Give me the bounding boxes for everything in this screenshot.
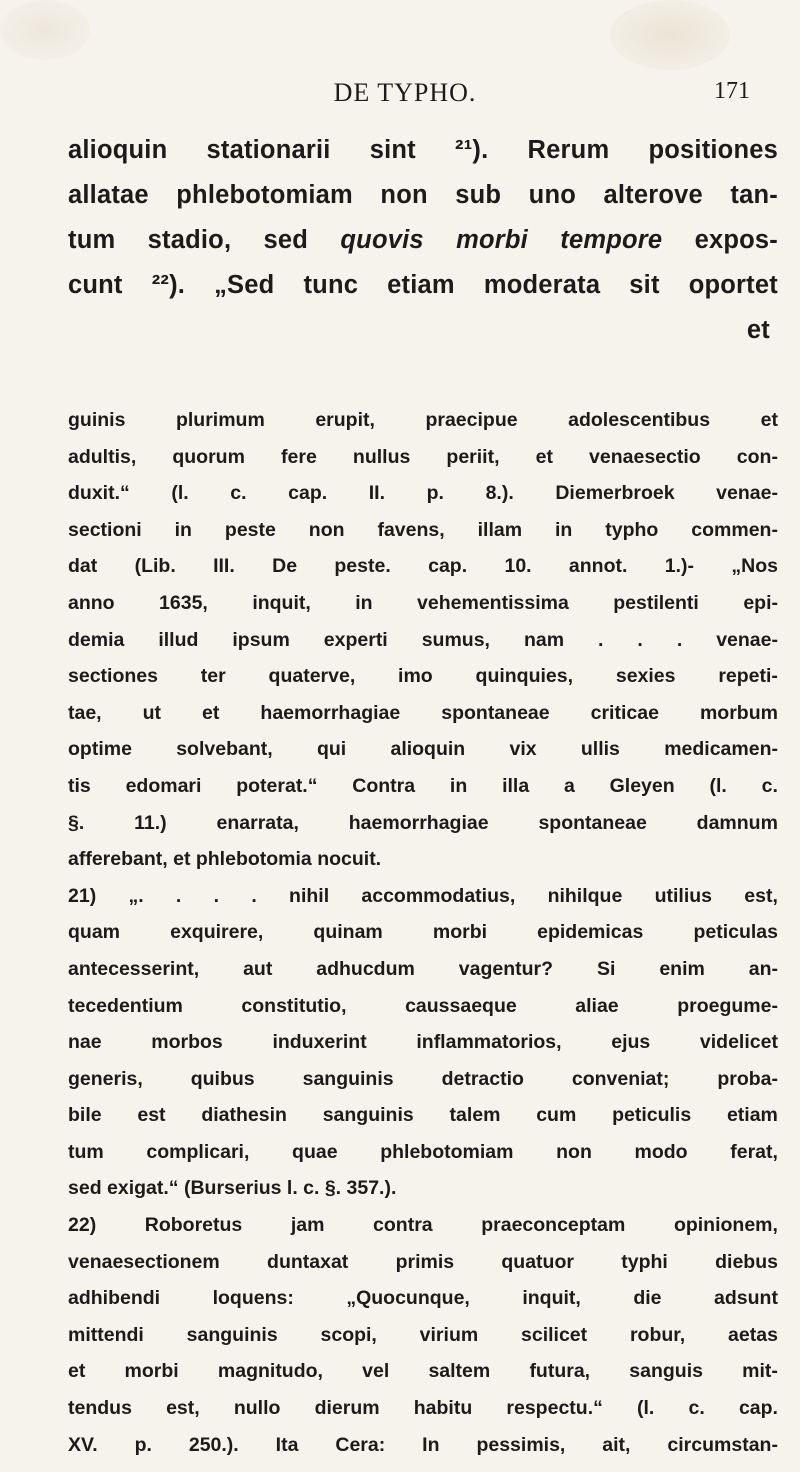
footnote-word: peste. (334, 555, 391, 578)
footnote-word: sumus, (421, 628, 490, 651)
footnote-word: . (213, 884, 220, 907)
main-text-block (68, 128, 778, 353)
footnote-word: 8.). (485, 482, 514, 505)
footnote-word: (l. (637, 1397, 655, 1420)
footnote-word: epidemicas (537, 921, 644, 944)
footnote-word: praeconceptam (481, 1214, 626, 1237)
footnote-word: Si (596, 957, 616, 980)
footnote-word: nullus (352, 445, 411, 468)
page-number: 171 (714, 78, 750, 104)
footnote-word: spontaneae (441, 701, 550, 724)
footnote-word: quaterve, (268, 665, 356, 688)
footnote-word: est (137, 1104, 166, 1127)
footnote-line (68, 1390, 778, 1427)
footnote-word: detractio (441, 1067, 524, 1090)
footnote-word: typho (605, 518, 659, 541)
footnote-line (68, 1353, 778, 1390)
footnote-word: sectiones (68, 665, 158, 688)
footnote-word: adolescentibus (568, 409, 711, 431)
footnote-word: favens, (377, 518, 445, 541)
footnote-word: et (68, 1360, 86, 1383)
footnote-word: spontaneae (538, 811, 647, 834)
footnote-word: Ita (275, 1433, 299, 1456)
footnote-word: Diemerbroek (555, 482, 675, 505)
footnote-word: commen- (691, 518, 778, 541)
footnote-word: haemorrhagiae (348, 811, 489, 834)
footnote-word: Roboretus (144, 1214, 243, 1237)
footnote-word: (l. (171, 482, 189, 505)
footnote-word: morbos (151, 1031, 223, 1054)
footnote-line (68, 658, 778, 695)
footnote-word: sanguis (629, 1360, 703, 1383)
footnote-word: 10. (504, 555, 532, 578)
footnote-word: pestilenti (613, 591, 699, 614)
footnote-word: XV. (68, 1433, 98, 1456)
footnote-line (68, 439, 778, 476)
footnote-word: videlicet (699, 1031, 778, 1054)
footnote-word: illam (477, 518, 523, 541)
footnote-word: guinis (68, 409, 126, 431)
footnote-word: 21) (68, 884, 97, 907)
main-text-line: alioquin stationarii sint ²¹). Rerum positiones (68, 136, 778, 164)
footnote-line (68, 1061, 778, 1098)
footnote-word: inquit, (252, 591, 311, 614)
footnote-word: nihil (289, 884, 330, 907)
footnote-word: haemorrhagiae (260, 701, 401, 724)
footnote-word: die (633, 1287, 662, 1310)
footnote-word: 22) (68, 1214, 97, 1237)
footnote-word: sanguinis (302, 1067, 394, 1090)
footnote-word: venaesectionem (68, 1250, 220, 1273)
footnote-word: in (449, 774, 468, 797)
footnote-word: circumstan- (667, 1433, 778, 1456)
footnote-word: 1635, (159, 591, 208, 614)
footnote-word: (Lib. (134, 555, 176, 578)
footnote-word: aliae (575, 994, 619, 1017)
footnote-line (68, 1427, 778, 1464)
footnote-word: adultis, (68, 445, 137, 468)
footnote-word: repeti- (718, 665, 778, 688)
footnote-word: c. (761, 774, 778, 797)
footnote-word: . (251, 884, 257, 907)
footnote-line (68, 1024, 778, 1061)
footnote-word: quinquies, (475, 665, 574, 688)
footnote-word: exquirere, (170, 921, 264, 944)
footnote-word: dierum (314, 1397, 380, 1420)
footnote-word: con- (736, 445, 778, 468)
footnote-word: venae- (716, 482, 778, 505)
footnote-line (68, 695, 778, 732)
footnote-word: cap. (738, 1397, 778, 1420)
footnote-word: anno (68, 591, 115, 614)
footnote-word: in (174, 518, 192, 541)
footnote-word: accommodatius, (361, 884, 516, 907)
footnote-word: sectioni (68, 518, 142, 541)
footnote-line (68, 1207, 778, 1244)
footnote-word: vix (509, 738, 537, 761)
footnote-word: vehementissima (417, 591, 569, 614)
footnote-word: periit, (446, 445, 500, 468)
footnote-word: futura, (529, 1360, 591, 1383)
footnote-word: complicari, (146, 1140, 250, 1163)
footnote-word: enim (659, 957, 705, 980)
footnote-word: a (563, 774, 575, 797)
footnote-word: sanguinis (322, 1104, 414, 1127)
footnote-word: habitu (413, 1397, 473, 1420)
footnote-word: enarrata, (216, 811, 299, 834)
footnote-word: In (422, 1433, 440, 1456)
footnote-word: quibus (190, 1067, 255, 1090)
footnote-word: §. (68, 811, 85, 834)
footnote-line (68, 768, 778, 805)
footnote-word: III. (213, 555, 235, 578)
footnote-line (68, 475, 778, 512)
footnote-word: solvebant, (176, 738, 273, 761)
footnote-word: qui (316, 738, 347, 761)
footnote-word: . (598, 628, 604, 651)
running-title: DE TYPHO. (333, 78, 477, 107)
footnote-word: vagentur? (458, 957, 554, 980)
footnote-line (68, 1134, 778, 1171)
footnote-word: et (202, 701, 220, 724)
footnote-word: medicamen- (664, 738, 778, 761)
footnote-word: virium (419, 1323, 479, 1346)
footnote-word: quam (68, 921, 121, 944)
footnote-word: nihilque (547, 884, 623, 907)
footnote-word: modo (634, 1140, 688, 1163)
footnote-word: annot. (568, 555, 628, 578)
footnote-word: cap. (288, 482, 328, 505)
footnote-word: illud (158, 628, 199, 651)
footnote-word: induxerint (272, 1031, 367, 1054)
footnote-line: sed exigat.“ (Burserius l. c. §. 357.). (68, 1177, 397, 1200)
footnote-word: et (760, 409, 778, 431)
footnote-word: saltem (428, 1360, 491, 1383)
footnote-line (68, 585, 778, 622)
footnote-word: cum (536, 1104, 577, 1127)
footnote-word: alioquin (390, 738, 466, 761)
footnote-word: nae (68, 1031, 102, 1054)
footnote-word: c. (688, 1397, 705, 1420)
footnote-word: mit- (742, 1360, 778, 1383)
footnote-word: ait, (602, 1433, 631, 1456)
footnote-word: peticulis (612, 1104, 692, 1127)
footnote-word: tae, (68, 701, 102, 724)
paper-stain (0, 0, 90, 60)
footnote-word: 1.)- (664, 555, 695, 578)
paper-stain (610, 0, 730, 70)
footnote-word: in (554, 518, 573, 541)
footnote-line (68, 805, 778, 842)
footnote-word: experti (323, 628, 388, 651)
footnote-word: venaesectio (589, 445, 701, 468)
footnote-word: ipsum (232, 628, 290, 651)
footnote-word: demia (68, 628, 125, 651)
footnote-word: aetas (728, 1323, 778, 1346)
footnote-word: „Quocunque, (346, 1287, 470, 1310)
footnote-word: duxit.“ (68, 482, 130, 505)
footnote-word: . (637, 628, 643, 651)
footnote-word: diebus (715, 1250, 778, 1273)
footnote-line (68, 1280, 778, 1317)
footnote-word: inquit, (522, 1287, 581, 1310)
footnote-word: proegume- (677, 994, 778, 1017)
running-head (60, 78, 750, 118)
footnote-word: II. (368, 482, 386, 505)
footnote-word: morbum (699, 701, 778, 724)
main-text-line: allatae phlebotomiam non sub uno alterove tan- (68, 181, 778, 209)
footnote-line (68, 914, 778, 951)
footnote-word: . (175, 884, 182, 907)
footnote-word: contra (373, 1214, 433, 1237)
footnote-line (68, 512, 778, 549)
footnote-word: Contra (352, 774, 416, 797)
footnote-word: proba- (717, 1067, 778, 1090)
footnote-word: quatuor (501, 1250, 574, 1273)
footnote-word: Cera: (335, 1433, 386, 1456)
footnote-word: illa (502, 774, 530, 797)
footnote-word: morbi (432, 921, 488, 944)
footnote-word: nullo (233, 1397, 281, 1420)
footnote-word: 11.) (134, 811, 167, 834)
footnote-word: primis (395, 1250, 455, 1273)
footnote-word: „. (128, 884, 144, 907)
footnote-line (68, 1317, 778, 1354)
footnote-word: imo (398, 665, 433, 688)
footnote-word: adhucdum (316, 957, 415, 980)
footnote-word: quae (292, 1140, 338, 1163)
footnote-word: plurimum (175, 409, 265, 431)
footnote-word: ut (142, 701, 162, 724)
footnote-word: praecipue (425, 409, 518, 431)
footnote-word: non (308, 518, 345, 541)
footnote-word: sanguinis (186, 1323, 278, 1346)
footnote-word: ferat, (730, 1140, 778, 1163)
footnote-word: et (535, 445, 553, 468)
footnote-word: p. (134, 1433, 152, 1456)
footnote-line (68, 988, 778, 1025)
footnote-line: afferebant, et phlebotomia nocuit. (68, 848, 382, 871)
footnote-word: typhi (621, 1250, 668, 1273)
footnote-word: cap. (428, 555, 468, 578)
footnote-word: jam (290, 1214, 325, 1237)
footnote-word: non (556, 1140, 592, 1163)
footnote-word: epi- (743, 591, 778, 614)
footnote-word: caussaeque (405, 994, 517, 1017)
footnote-line (68, 402, 778, 439)
footnote-word: tecedentium (68, 994, 183, 1017)
footnote-word: antecesserint, (68, 957, 200, 980)
footnote-word: tis (68, 774, 91, 797)
footnote-word: nam (523, 628, 565, 651)
footnote-word: utilius (654, 884, 713, 907)
footnote-line (68, 878, 778, 915)
footnote-word: bile (68, 1104, 102, 1127)
footnote-word: ter (200, 665, 226, 688)
footnote-line (68, 622, 778, 659)
footnote-word: adsunt (714, 1287, 778, 1310)
footnote-word: vel (362, 1360, 390, 1383)
footnote-word: fere (281, 445, 317, 468)
footnotes-block (68, 402, 778, 1463)
footnote-word: Gleyen (609, 774, 675, 797)
footnote-word: ejus (611, 1031, 651, 1054)
footnote-word: magnitudo, (217, 1360, 323, 1383)
footnote-word: in (355, 591, 373, 614)
footnote-word: tum (68, 1140, 104, 1163)
footnote-word: erupit, (315, 409, 375, 431)
footnote-word: De (272, 555, 298, 578)
footnote-word: scilicet (521, 1323, 588, 1346)
footnote-word: phlebotomiam (380, 1140, 514, 1163)
footnote-word: robur, (629, 1323, 686, 1346)
footnote-word: morbi (124, 1360, 179, 1383)
footnote-word: optime (68, 738, 132, 761)
footnote-word: edomari (125, 774, 202, 797)
footnote-word: ullis (580, 738, 620, 761)
footnote-word: pessimis, (476, 1433, 566, 1456)
footnote-word: „Nos (731, 555, 778, 578)
footnote-word: conveniat; (571, 1067, 670, 1090)
footnote-word: quinam (313, 921, 383, 944)
footnote-line (68, 1244, 778, 1281)
footnote-word: an- (748, 957, 778, 980)
footnote-word: sexies (615, 665, 676, 688)
footnote-word: opinionem, (673, 1214, 778, 1237)
main-text-line: cunt ²²). „Sed tunc etiam moderata sit oportet (68, 271, 778, 299)
footnote-word: . (676, 628, 683, 651)
footnote-word: p. (426, 482, 444, 505)
footnote-word: aut (243, 957, 273, 980)
footnote-word: constitutio, (241, 994, 347, 1017)
footnote-word: peste (224, 518, 276, 541)
footnote-word: dat (68, 555, 98, 578)
footnote-word: etiam (726, 1104, 778, 1127)
footnote-word: loquens: (212, 1287, 294, 1310)
footnote-word: venae- (716, 628, 778, 651)
footnote-word: respectu.“ (506, 1397, 603, 1420)
footnote-word: peticulas (693, 921, 778, 944)
footnote-word: poterat.“ (236, 774, 318, 797)
footnote-line (68, 731, 778, 768)
footnote-word: quorum (172, 445, 245, 468)
footnote-line (68, 548, 778, 585)
footnote-word: c. (230, 482, 247, 505)
footnote-word: scopi, (320, 1323, 377, 1346)
footnote-word: diathesin (201, 1104, 287, 1127)
footnote-word: (l. (709, 774, 727, 797)
footnote-word: 250.). (188, 1433, 239, 1456)
footnote-word: generis, (68, 1067, 143, 1090)
footnote-word: duntaxat (267, 1250, 349, 1273)
footnote-word: est, (744, 884, 778, 907)
footnote-word: criticae (590, 701, 659, 724)
footnote-word: mittendi (68, 1323, 144, 1346)
main-text-line: tum stadio, sed quovis morbi tempore expos- (68, 226, 778, 254)
footnote-word: inflammatorios, (416, 1031, 562, 1054)
footnote-word: tendus (68, 1397, 132, 1420)
footnote-word: talem (449, 1104, 501, 1127)
footnote-line (68, 951, 778, 988)
footnote-word: est, (166, 1397, 200, 1420)
footnote-line (68, 1097, 778, 1134)
footnote-word: damnum (696, 811, 778, 834)
footnote-word: adhibendi (68, 1287, 161, 1310)
catchword: et (746, 316, 770, 344)
